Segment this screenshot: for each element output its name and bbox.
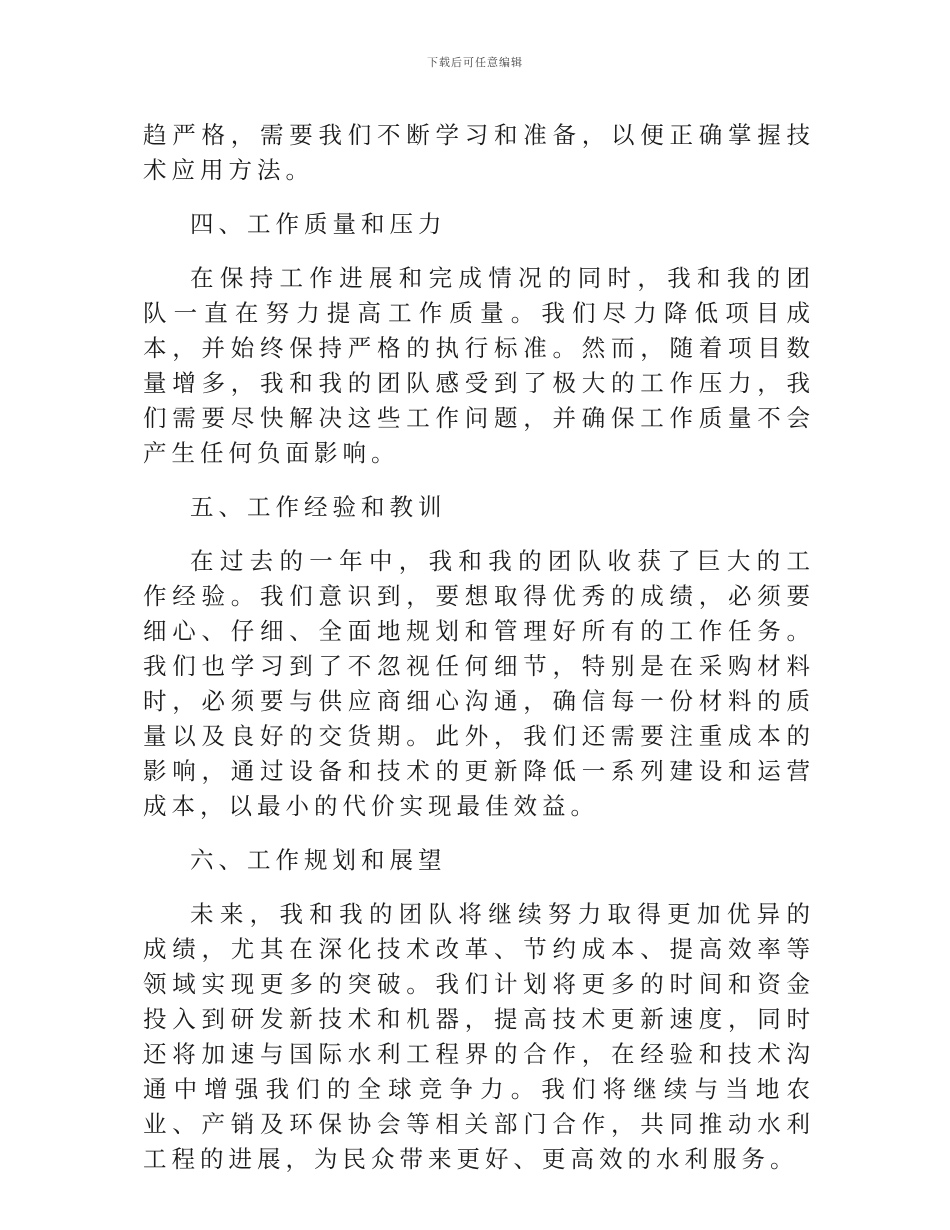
- paragraph-continuation: 趋严格，需要我们不断学习和准备，以便正确掌握技术应用方法。: [143, 121, 815, 184]
- paragraph-planning-outlook: 未来，我和我的团队将继续努力取得更加优异的成绩，尤其在深化技术改革、节约成本、提高效率等领域实现更多的突破。我们计划将更多的时间和资金投入到研发新技术和机器，提高技术更新速度，同时还将加速与国际水利工程界的合作，在经验和技术沟通中增强我们的全球竞争力。我们将继续与当地农业、产销及环保协会等相关部门合作，共同推动水利工程的进展，为民众带来更好、更高效的水利服务。: [143, 900, 815, 1173]
- section-heading-5: 五、工作经验和教训: [190, 493, 447, 521]
- paragraph-experience-lessons: 在过去的一年中，我和我的团队收获了巨大的工作经验。我们意识到，要想取得优秀的成绩，必须要细心、仔细、全面地规划和管理好所有的工作任务。我们也学习到了不忽视任何细节，特别是在采购材料时，必须要与供应商细心沟通，确信每一份材料的质量以及良好的交货期。此外，我们还需要注重成本的影响，通过设备和技术的更新降低一系列建设和运营成本，以最小的代价实现最佳效益。: [143, 547, 815, 820]
- paragraph-quality-pressure: 在保持工作进展和完成情况的同时，我和我的团队一直在努力提高工作质量。我们尽力降低项目成本，并始终保持严格的执行标准。然而，随着项目数量增多，我和我的团队感受到了极大的工作压力，我们需要尽快解决这些工作问题，并确保工作质量不会产生任何负面影响。: [143, 264, 815, 467]
- section-heading-4: 四、工作质量和压力: [190, 210, 447, 238]
- document-body: [143, 118, 815, 1177]
- section-heading-6: 六、工作规划和展望: [190, 846, 447, 874]
- page-header: 下载后可任意编辑: [427, 56, 523, 69]
